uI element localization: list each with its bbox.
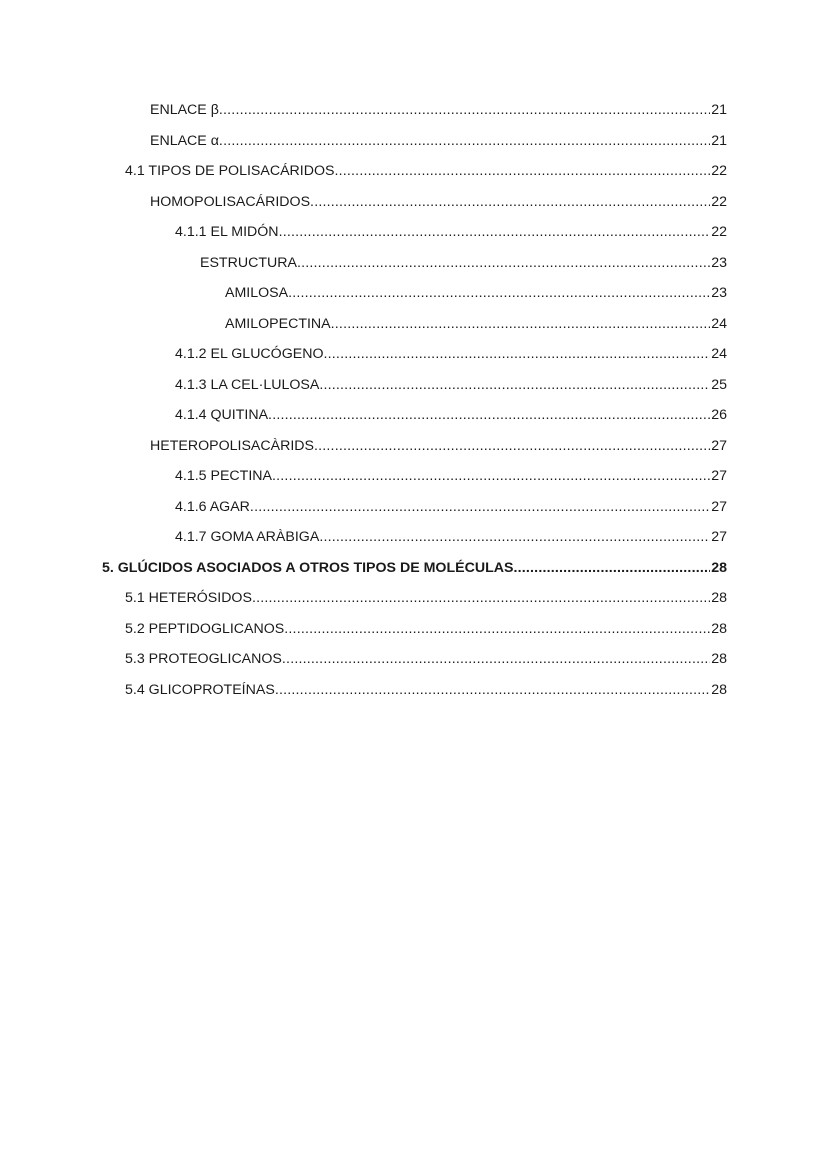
- toc-dot-leader: [331, 314, 710, 334]
- toc-dot-leader: [219, 100, 710, 120]
- toc-dot-leader: [284, 619, 710, 639]
- toc-entry[interactable]: [125, 588, 727, 608]
- toc-entry-title: ENLACE β: [150, 102, 219, 118]
- toc-entry-page-number: 27: [711, 529, 727, 545]
- toc-entry[interactable]: [175, 344, 727, 364]
- toc-entry[interactable]: [175, 405, 727, 425]
- toc-entry-title: 5. GLÚCIDOS ASOCIADOS A OTROS TIPOS DE MOLÉCULAS: [102, 559, 514, 576]
- toc-entry[interactable]: [150, 192, 727, 212]
- toc-entry-page-number: 22: [711, 224, 727, 240]
- toc-entry-page-number: 28: [711, 590, 727, 606]
- toc-entry-title: 4.1.6 AGAR: [175, 498, 250, 515]
- toc-dot-leader: [279, 222, 710, 242]
- toc-dot-leader: [272, 466, 710, 486]
- toc-entry-title: HETEROPOLISACÀRIDS: [150, 437, 314, 454]
- toc-dot-leader: [282, 649, 710, 669]
- toc-entry-page-number: 28: [711, 620, 727, 637]
- toc-entry-title: HOMOPOLISACÁRIDOS: [150, 193, 311, 210]
- toc-entry[interactable]: [125, 680, 727, 700]
- toc-entry[interactable]: [175, 375, 727, 395]
- toc-entry-title: AMILOSA: [225, 285, 289, 301]
- toc-entry-page-number: 23: [711, 254, 727, 271]
- toc-dot-leader: [219, 131, 710, 151]
- toc-entry[interactable]: [150, 131, 727, 151]
- toc-entry[interactable]: [175, 222, 727, 242]
- toc-dot-leader: [252, 588, 710, 608]
- toc-dot-leader: [334, 161, 710, 181]
- toc-entry-page-number: 22: [711, 193, 727, 210]
- toc-entry-page-number: 28: [711, 681, 727, 698]
- toc-entry[interactable]: [225, 283, 727, 303]
- toc-entry-title: 4.1.5 PECTINA: [175, 468, 272, 484]
- toc-dot-leader: [513, 558, 710, 578]
- toc-entry-title: AMILOPECTINA: [225, 315, 331, 332]
- toc-entry-page-number: 23: [711, 285, 727, 301]
- toc-entry-page-number: 24: [711, 346, 727, 362]
- toc-entry-title: 4.1.4 QUITINA: [175, 407, 269, 423]
- toc-dot-leader: [319, 527, 710, 547]
- toc-entry-title: ENLACE α: [150, 132, 219, 149]
- toc-dot-leader: [250, 497, 710, 517]
- toc-entry-page-number: 21: [711, 102, 727, 118]
- toc-entry[interactable]: [200, 253, 727, 273]
- toc-entry-title: 5.1 HETERÓSIDOS: [125, 590, 252, 606]
- toc-entry-title: 4.1.3 LA CEL·LULOSA: [175, 376, 320, 393]
- toc-entry[interactable]: [175, 466, 727, 486]
- toc-entry-page-number: 25: [711, 376, 727, 393]
- toc-entry[interactable]: [150, 436, 727, 456]
- toc-dot-leader: [319, 375, 710, 395]
- toc-entry-page-number: 22: [711, 163, 727, 179]
- toc-entry[interactable]: [225, 314, 727, 334]
- toc-entry[interactable]: [150, 100, 727, 120]
- toc-entry[interactable]: [125, 161, 727, 181]
- toc-dot-leader: [297, 253, 710, 273]
- toc-entry[interactable]: [175, 497, 727, 517]
- toc-dot-leader: [268, 405, 710, 425]
- toc-entry[interactable]: [175, 527, 727, 547]
- toc-dot-leader: [324, 344, 711, 364]
- toc-entry-title: 4.1 TIPOS DE POLISACÁRIDOS: [125, 163, 335, 179]
- toc-entry-title: 5.4 GLICOPROTEÍNAS: [125, 681, 275, 698]
- toc-entry[interactable]: [125, 649, 727, 669]
- toc-entry-title: ESTRUCTURA: [200, 254, 297, 271]
- toc-entry-title: 4.1.7 GOMA ARÀBIGA: [175, 529, 320, 545]
- toc-dot-leader: [288, 283, 710, 303]
- toc-entry-page-number: 24: [711, 315, 727, 332]
- toc-entry-page-number: 27: [711, 498, 727, 515]
- toc-dot-leader: [275, 680, 710, 700]
- toc-entry-page-number: 26: [711, 407, 727, 423]
- toc-entry-page-number: 27: [711, 468, 727, 484]
- toc-entry-title: 4.1.2 EL GLUCÓGENO: [175, 346, 324, 362]
- toc-entry-page-number: 28: [711, 559, 727, 576]
- toc-entry[interactable]: [125, 619, 727, 639]
- toc-entry-title: 5.2 PEPTIDOGLICANOS: [125, 620, 285, 637]
- toc-entry-page-number: 27: [711, 437, 727, 454]
- toc-entry-title: 5.3 PROTEOGLICANOS: [125, 651, 282, 667]
- toc-entry-title: 4.1.1 EL MIDÓN: [175, 224, 279, 240]
- toc-dot-leader: [314, 436, 710, 456]
- toc-entry-page-number: 21: [711, 132, 727, 149]
- toc-dot-leader: [310, 192, 710, 212]
- toc-entry-page-number: 28: [711, 651, 727, 667]
- toc-entry[interactable]: [102, 558, 727, 578]
